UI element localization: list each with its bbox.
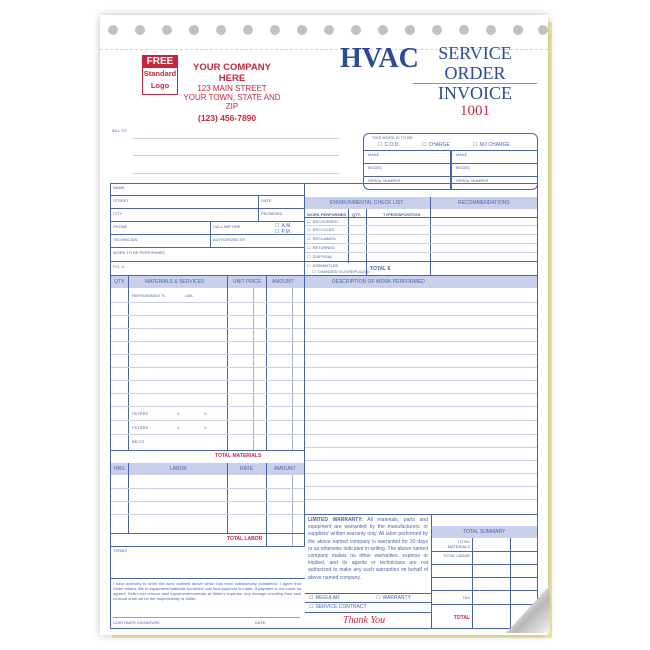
- hrs-column-header: HRS.: [114, 466, 126, 472]
- divider: [110, 247, 305, 248]
- recycled-checkbox[interactable]: ☐ RECYCLED: [307, 227, 334, 232]
- description-line[interactable]: [305, 406, 537, 407]
- row-line[interactable]: [111, 328, 304, 329]
- divider: [432, 590, 537, 591]
- date-field[interactable]: DATE: [261, 198, 272, 203]
- binder-holes: [100, 25, 548, 37]
- description-line[interactable]: [305, 473, 537, 474]
- row-line[interactable]: [111, 341, 304, 342]
- am-checkbox[interactable]: ☐ A.M.: [275, 223, 292, 229]
- hole-icon: [270, 25, 280, 35]
- description-line[interactable]: [305, 354, 537, 355]
- document-title: [413, 43, 537, 119]
- warranty-checkbox[interactable]: ☐ WARRANTY: [376, 595, 411, 601]
- summary-total: TOTAL: [453, 615, 470, 621]
- hole-icon: [432, 25, 442, 35]
- technician-field[interactable]: TECHNICIAN: [113, 237, 138, 242]
- total-materials-label: TOTAL MATERIALS: [215, 453, 262, 459]
- row-line[interactable]: [111, 393, 304, 394]
- bill-to-line[interactable]: [133, 138, 339, 139]
- description-line[interactable]: [305, 499, 537, 500]
- cod-checkbox[interactable]: ☐ C.O.D.: [378, 142, 400, 148]
- name-field[interactable]: NAME: [113, 185, 125, 190]
- terms-label: TERMS: [113, 548, 127, 553]
- hole-icon: [189, 25, 199, 35]
- po-number-field[interactable]: P.O. #: [113, 264, 124, 269]
- lbs-label: LBS.: [185, 293, 194, 298]
- divider: [305, 252, 537, 253]
- invoice-title: INVOICE: [438, 83, 512, 103]
- hole-icon: [162, 25, 172, 35]
- signature-line[interactable]: [113, 617, 300, 618]
- cents-col-line: [253, 288, 254, 450]
- row-line[interactable]: [111, 488, 304, 489]
- divider: [258, 195, 259, 221]
- x-label: X: [177, 425, 180, 430]
- labor-column-header: LABOR: [170, 466, 187, 472]
- divider: [432, 564, 537, 565]
- hole-icon: [216, 25, 226, 35]
- x-label: X: [177, 411, 180, 416]
- divider: [305, 261, 537, 262]
- labor-amount-column-header: AMOUNT: [274, 466, 296, 472]
- description-line[interactable]: [305, 486, 537, 487]
- description-line[interactable]: [305, 420, 537, 421]
- divider: [110, 578, 305, 579]
- hvac-title: HVAC: [340, 43, 419, 74]
- promised-field[interactable]: PROMISED: [261, 211, 283, 216]
- call-before-field[interactable]: CALL BEFORE: [213, 224, 241, 229]
- description-line[interactable]: [305, 302, 537, 303]
- divider: [110, 546, 305, 547]
- authorization-text: I have authority to order the work outlined above which has been satisfactorily completed. I agree that Seller retains title to equipment/materials furnished until final payment is made. If payment is not made as agreed, Seller can remove said equipment/materials at Seller's expense. Any damage resulting from said removal shall not be the responsibility of Seller.: [113, 581, 301, 601]
- service-contract-checkbox[interactable]: ☐ SERVICE CONTRACT: [309, 604, 367, 610]
- changed-out-checkbox[interactable]: ☐ CHANGED OUT/REPLACED: [312, 269, 370, 274]
- description-line[interactable]: [305, 315, 537, 316]
- hole-icon: [297, 25, 307, 35]
- invoice-form-page: [100, 15, 548, 635]
- description-line[interactable]: [305, 460, 537, 461]
- logo-standard-text: Standard: [143, 69, 177, 78]
- type-disposition-header: TYPE/DISPOSITION: [383, 212, 421, 217]
- env-checklist-title: ENVIRONMENTAL CHECK LIST: [330, 200, 404, 206]
- work-to-be-performed-field[interactable]: WORK TO BE PERFORMED: [113, 250, 166, 255]
- divider: [305, 217, 537, 218]
- divider: [110, 195, 305, 196]
- x-label: X: [204, 411, 207, 416]
- qty-column-header: QTY.: [114, 279, 126, 285]
- row-line[interactable]: [111, 501, 304, 502]
- row-line[interactable]: [111, 354, 304, 355]
- description-line[interactable]: [305, 328, 537, 329]
- company-address-2: YOUR TOWN, STATE AND ZIP: [183, 93, 281, 111]
- amount-column-header: AMOUNT: [272, 279, 294, 285]
- make-field-2[interactable]: MAKE: [456, 152, 468, 157]
- description-line[interactable]: [305, 434, 537, 435]
- divider: [305, 243, 537, 244]
- bill-to-label: BILL TO: [112, 128, 127, 133]
- unit-price-column-header: UNIT PRICE: [233, 279, 262, 285]
- signature-date-label: DATE: [255, 620, 266, 625]
- summary-total-materials: TOTAL MATERIALS: [447, 539, 470, 549]
- description-line[interactable]: [305, 341, 537, 342]
- dismantled-checkbox[interactable]: ☐ DISMANTLED: [307, 263, 338, 268]
- company-phone: (123) 456-7890: [198, 113, 257, 123]
- description-line[interactable]: [305, 367, 537, 368]
- reclaimed-checkbox[interactable]: ☐ RECLAIMED: [307, 236, 336, 241]
- hole-icon: [486, 25, 496, 35]
- row-line[interactable]: [111, 315, 304, 316]
- hole-icon: [351, 25, 361, 35]
- divider: [305, 612, 431, 613]
- divider: [366, 209, 367, 275]
- thank-you-text: Thank You: [343, 615, 386, 626]
- belts-label: BELTS: [132, 439, 145, 444]
- warranty-heading: LIMITED WARRANTY:: [308, 517, 363, 523]
- divider: [292, 475, 293, 546]
- company-name: YOUR COMPANY HERE: [193, 62, 271, 84]
- hole-icon: [459, 25, 469, 35]
- total-labor-label: TOTAL LABOR: [227, 536, 263, 542]
- divider: [227, 463, 228, 533]
- serial-number-field-2[interactable]: SERIAL NUMBER: [456, 178, 489, 183]
- description-line[interactable]: [305, 447, 537, 448]
- summary-tax: TAX: [462, 595, 470, 600]
- divider: [432, 577, 537, 578]
- hole-icon: [324, 25, 334, 35]
- divider: [430, 197, 431, 275]
- hole-icon: [538, 25, 548, 35]
- divider: [305, 234, 537, 235]
- row-line[interactable]: [111, 406, 304, 407]
- filters-label: FILTERS: [132, 411, 149, 416]
- phone-field[interactable]: PHONE: [113, 224, 128, 229]
- divider: [305, 602, 431, 603]
- cents-col-line: [292, 288, 293, 450]
- row-line[interactable]: [111, 367, 304, 368]
- returned-checkbox[interactable]: ☐ RETURNED: [307, 245, 335, 250]
- env-total-label: TOTAL $: [370, 266, 391, 272]
- work-type-label: THIS WORK IS TO BE: [372, 135, 413, 140]
- hole-icon: [513, 25, 523, 35]
- disposal-checkbox[interactable]: ☐ DISPOSAL: [307, 254, 333, 259]
- bill-to-line[interactable]: [133, 173, 339, 174]
- recommendations-title: RECOMMENDATIONS: [458, 200, 510, 206]
- row-line[interactable]: [111, 420, 304, 421]
- work-performed-header: WORK PERFORMED: [307, 212, 347, 217]
- description-line[interactable]: [305, 393, 537, 394]
- description-line[interactable]: [305, 380, 537, 381]
- warranty-body: All materials, parts and equipment are warranted by the manufacturers' or suppliers' written warranty only. All labor performed by the above named company is warranted for 30 days or as otherwise indicated in writing. The above named company makes no other warranties, express or implied, and its agents or technicians are not authorized to make any such warranties on behalf of above named company.: [308, 517, 428, 581]
- charge-checkbox[interactable]: ☐ CHARGE: [422, 142, 450, 148]
- total-summary-title: TOTAL SUMMARY: [463, 529, 506, 535]
- row-line[interactable]: [111, 434, 304, 435]
- authorized-by-field[interactable]: AUTHORIZED BY: [213, 237, 246, 242]
- service-order-title: SERVICE ORDER: [413, 43, 537, 84]
- city-field[interactable]: CITY: [113, 211, 123, 216]
- divider: [305, 225, 537, 226]
- refrigerant-label: REFRIGERANT R-: [132, 293, 166, 298]
- customer-signature-label: CUSTOMER SIGNATURE: [113, 620, 160, 625]
- no-charge-checkbox[interactable]: ☐ NO CHARGE: [473, 142, 510, 148]
- divider: [128, 463, 129, 533]
- invoice-number: 1001: [460, 103, 490, 119]
- hole-icon: [405, 25, 415, 35]
- make-field[interactable]: MAKE: [368, 152, 380, 157]
- row-line[interactable]: [111, 514, 304, 515]
- divider: [110, 450, 305, 451]
- description-header: DESCRIPTION OF WORK PERFORMED: [332, 279, 425, 285]
- divider: [305, 593, 431, 594]
- divider: [210, 221, 211, 247]
- hole-icon: [135, 25, 145, 35]
- company-logo: [142, 55, 178, 95]
- row-line[interactable]: [111, 302, 304, 303]
- street-field[interactable]: STREET: [113, 198, 129, 203]
- filters-label: FILTERS: [132, 425, 149, 430]
- center-divider: [304, 276, 305, 546]
- hole-icon: [378, 25, 388, 35]
- x-label: X: [204, 425, 207, 430]
- recovered-checkbox[interactable]: ☐ RECOVERED: [307, 219, 338, 224]
- divider: [305, 514, 537, 515]
- logo-free-text: FREE: [143, 56, 177, 68]
- divider: [432, 604, 537, 605]
- model-field-2[interactable]: MODEL: [456, 165, 471, 170]
- qty-header: QTY.: [352, 212, 361, 217]
- summary-total-labor: TOTAL LABOR: [442, 553, 470, 558]
- model-field[interactable]: MODEL: [368, 165, 383, 170]
- regular-checkbox[interactable]: ☐ REGULAR: [309, 595, 340, 601]
- row-line[interactable]: [111, 380, 304, 381]
- logo-logo-text: Logo: [150, 81, 170, 90]
- hole-icon: [108, 25, 118, 35]
- serial-number-field[interactable]: SERIAL NUMBER: [368, 178, 401, 183]
- warranty-text: [308, 517, 428, 582]
- bill-to-line[interactable]: [133, 155, 339, 156]
- company-address-1: 123 MAIN STREET: [197, 84, 267, 93]
- divider: [110, 261, 305, 262]
- divider: [110, 221, 305, 222]
- materials-column-header: MATERIALS & SERVICES: [145, 279, 205, 285]
- pm-checkbox[interactable]: ☐ P.M.: [275, 229, 291, 235]
- company-info: [182, 62, 282, 111]
- divider: [432, 551, 537, 552]
- divider: [110, 208, 305, 209]
- rate-column-header: RATE: [240, 466, 253, 472]
- divider: [110, 533, 305, 534]
- hole-icon: [243, 25, 253, 35]
